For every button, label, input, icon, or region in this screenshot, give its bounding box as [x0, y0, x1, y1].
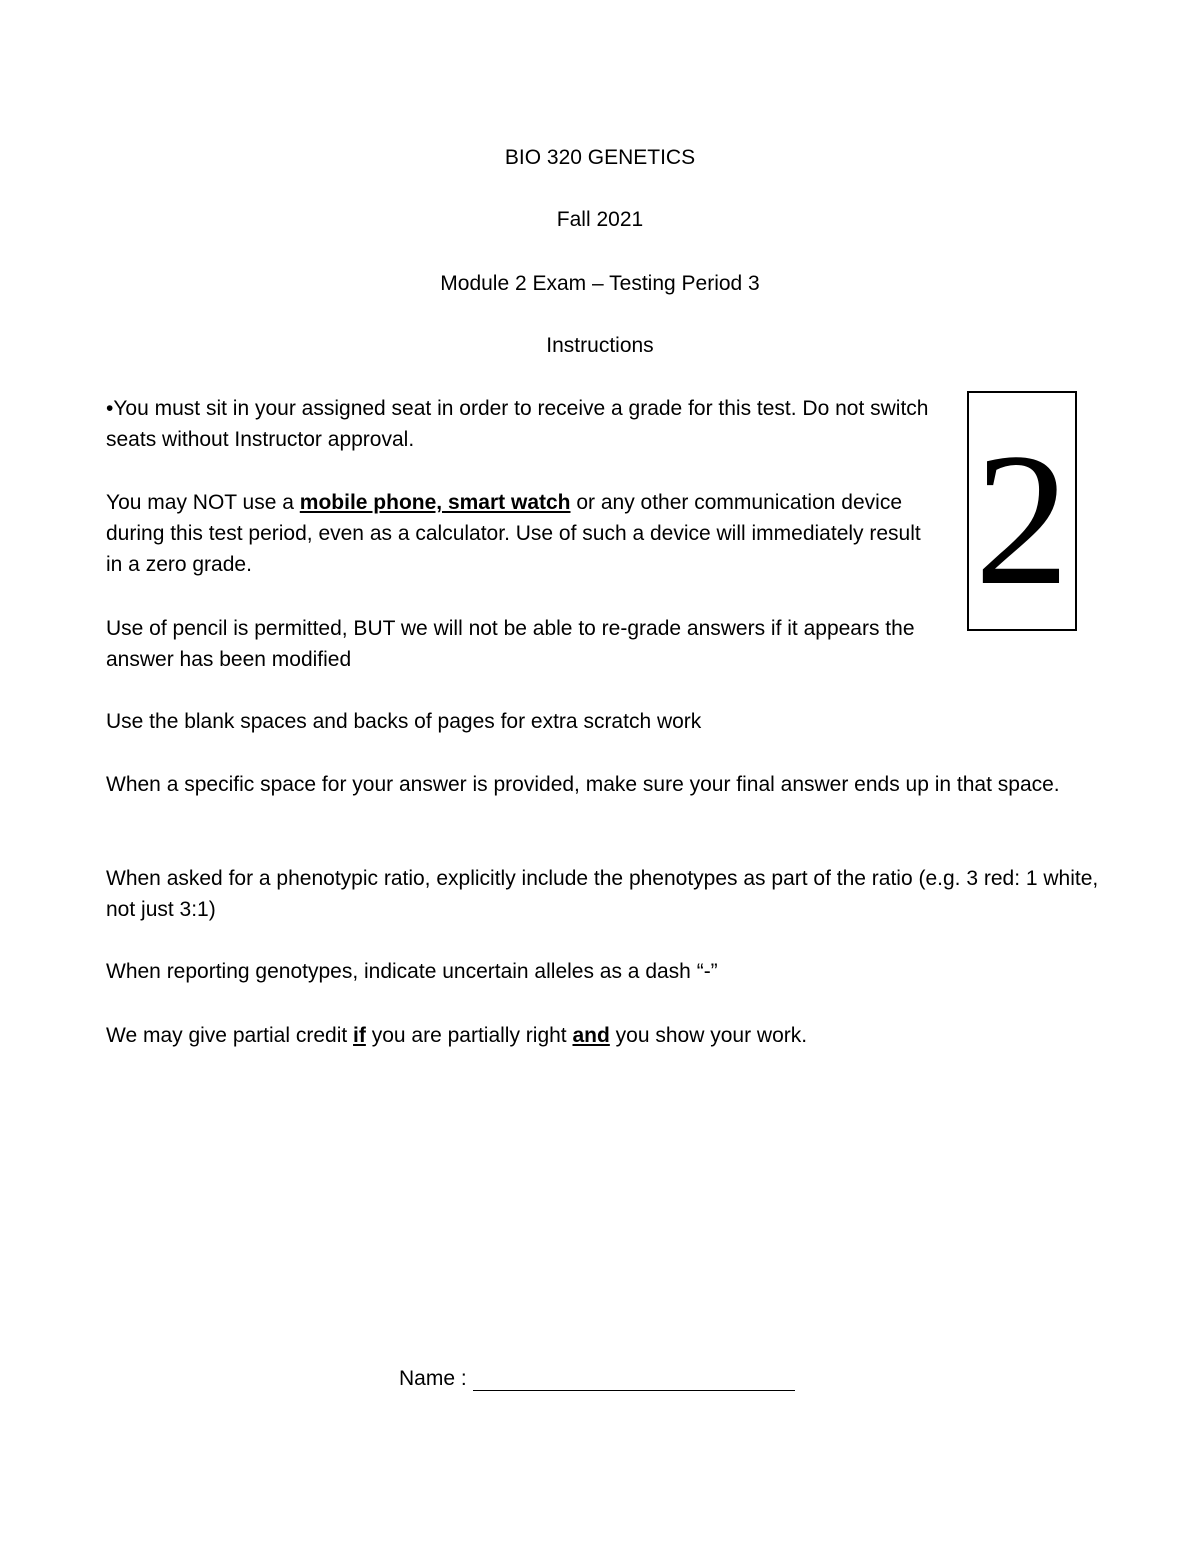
- course-title: BIO 320 GENETICS: [504, 146, 696, 169]
- credit-part-2: you are partially right: [365, 1024, 573, 1047]
- exam-title: Module 2 Exam – Testing Period 3: [440, 272, 760, 295]
- instruction-genotypes: When reporting genotypes, indicate uncertain alleles as a dash “-”: [106, 960, 718, 983]
- instruction-phone-pre: You may NOT use a: [106, 491, 300, 514]
- instruction-scratch: Use the blank spaces and backs of pages for extra scratch work: [106, 710, 702, 733]
- term: Fall 2021: [556, 208, 644, 231]
- name-blank-line[interactable]: [473, 1366, 795, 1391]
- exam-version-number: 2: [974, 415, 1070, 625]
- instruction-phone: [106, 487, 936, 580]
- instruction-phone-post: or any other communication device during this test period, even as a calculator. Use of such a device will immediately result in a zero grade.: [106, 491, 921, 576]
- credit-if: if: [353, 1024, 366, 1047]
- exam-version-box: [967, 391, 1077, 631]
- instructions-heading: Instructions: [546, 334, 654, 357]
- instruction-ratio: When asked for a phenotypic ratio, explicitly include the phenotypes as part of the ratio (e.g. 3 red: 1 white, not just 3:1): [106, 867, 1099, 921]
- instruction-seat: •You must sit in your assigned seat in order to receive a grade for this test. Do not switch seats without Instructor approval.: [106, 397, 929, 451]
- name-label: Name :: [399, 1367, 467, 1390]
- instruction-answer-space: When a specific space for your answer is provided, make sure your final answer ends up in that space.: [106, 773, 1060, 796]
- instruction-partial-credit: [106, 1020, 1106, 1051]
- credit-part-3: you show your work.: [609, 1024, 808, 1047]
- name-field: [399, 1366, 795, 1391]
- credit-and: and: [572, 1024, 610, 1047]
- credit-part-1: We may give partial credit: [106, 1024, 354, 1047]
- instruction-phone-emphasis: mobile phone, smart watch: [299, 491, 571, 514]
- instruction-pencil: Use of pencil is permitted, BUT we will not be able to re-grade answers if it appears the answer has been modified: [106, 617, 915, 671]
